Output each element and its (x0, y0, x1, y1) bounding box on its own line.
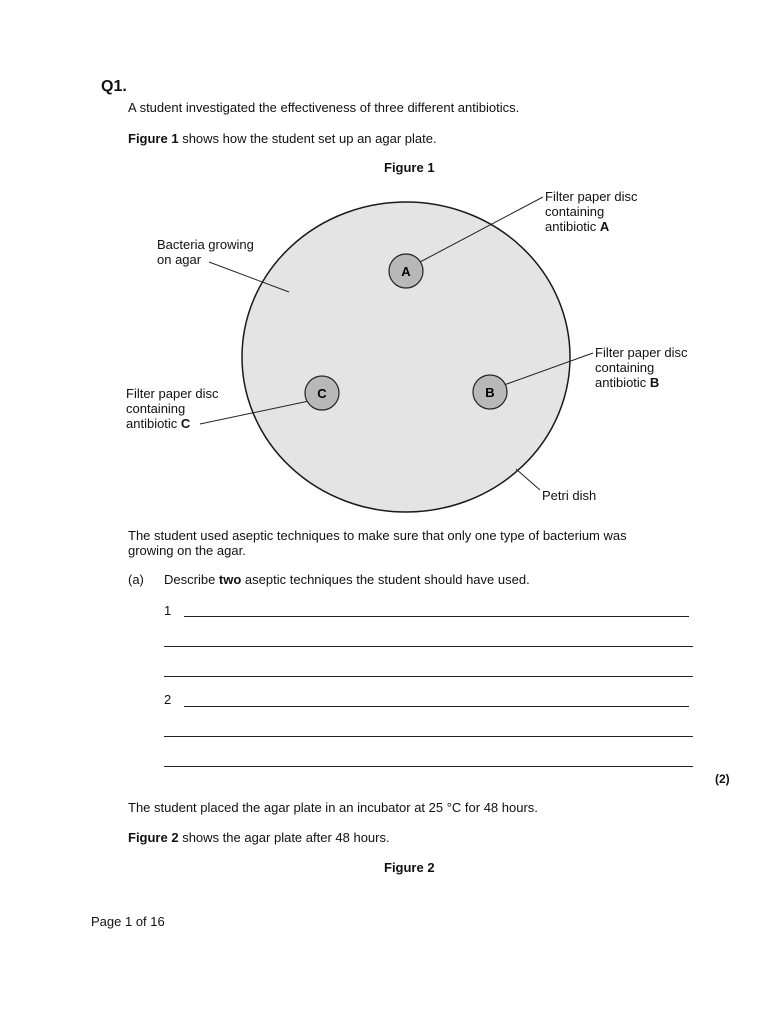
incubator-text: The student placed the agar plate in an incubator at 25 °C for 48 hours. (128, 800, 538, 815)
answer-2-number: 2 (164, 692, 172, 707)
label-disc-c-3 (126, 416, 191, 431)
figure2-reference (128, 830, 390, 845)
figure2-ref-bold: Figure 2 (128, 830, 179, 845)
aseptic-line-1: The student used aseptic techniques to make sure that only one type of bacterium was (128, 528, 627, 543)
part-a-bold: two (218, 572, 242, 587)
disc-b (473, 375, 507, 409)
question-intro: A student investigated the effectiveness of three different antibiotics. (128, 100, 520, 115)
answer-1-line-3[interactable] (164, 676, 693, 677)
part-a-pre: Describe (164, 572, 219, 587)
disc-a-letter: A (401, 264, 411, 279)
label-disc-b-1: Filter paper disc (595, 345, 688, 360)
disc-b-letter: B (485, 385, 495, 400)
label-disc-b-3 (595, 375, 659, 390)
petri-dish (242, 202, 570, 512)
figure2-title: Figure 2 (384, 860, 435, 875)
answer-1-number: 1 (164, 603, 172, 618)
label-disc-c-1: Filter paper disc (126, 386, 219, 401)
label-disc-a-3-text: antibiotic (545, 219, 600, 234)
label-bacteria-2: on agar (157, 252, 202, 267)
answer-1-line-2[interactable] (164, 646, 693, 647)
petri-leader-line (516, 469, 540, 490)
figure1-ref-rest: shows how the student set up an agar plate. (178, 131, 437, 146)
part-a-post: aseptic techniques the student should have used. (241, 572, 530, 587)
label-disc-b-letter: B (649, 375, 660, 390)
label-disc-c-3-text: antibiotic (126, 416, 181, 431)
figure1-ref-bold: Figure 1 (128, 131, 179, 146)
label-disc-b-3-text: antibiotic (595, 375, 650, 390)
label-disc-a-letter: A (599, 219, 610, 234)
disc-a (389, 254, 423, 288)
label-disc-a-2: containing (545, 204, 605, 219)
label-disc-b-2: containing (595, 360, 655, 375)
answer-2-line-3[interactable] (164, 766, 693, 767)
question-number: Q1. (101, 78, 127, 95)
disc-c (305, 376, 339, 410)
page-number: Page 1 of 16 (91, 914, 165, 929)
marks-indicator: (2) (715, 772, 730, 786)
figure2-ref-rest: shows the agar plate after 48 hours. (178, 830, 390, 845)
part-a-question (164, 572, 530, 587)
answer-2-line-2[interactable] (164, 736, 693, 737)
label-disc-c-2: containing (126, 401, 186, 416)
disc-c-letter: C (317, 386, 327, 401)
figure1-title: Figure 1 (384, 160, 435, 175)
aseptic-line-2: growing on the agar. (128, 543, 246, 558)
label-disc-a-1: Filter paper disc (545, 189, 638, 204)
label-disc-c-letter: C (180, 416, 191, 431)
part-a-label: (a) (128, 572, 144, 587)
answer-2-line-1[interactable] (184, 706, 689, 707)
label-disc-a-3 (545, 219, 610, 234)
answer-1-line-1[interactable] (184, 616, 689, 617)
label-petri-dish: Petri dish (542, 488, 597, 503)
label-bacteria-1: Bacteria growing (157, 237, 254, 252)
